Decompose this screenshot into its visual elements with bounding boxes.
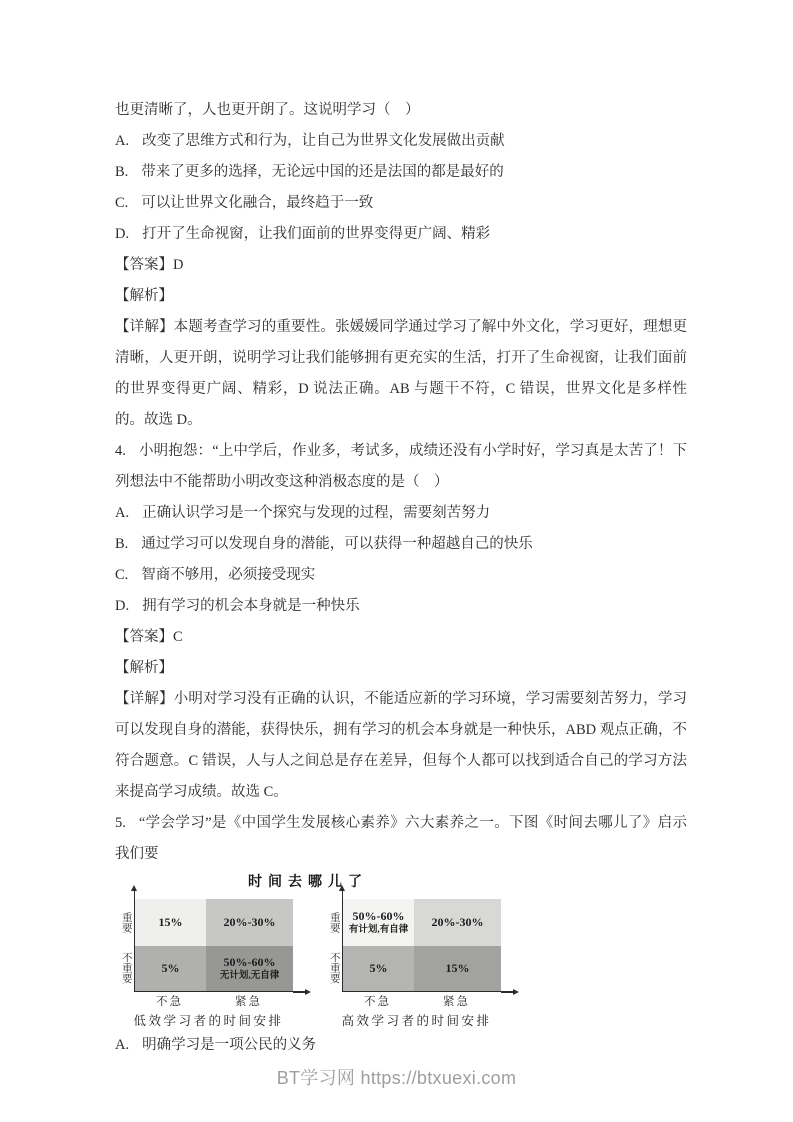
question-3-stem: 也更清晰了，人也更开朗了。这说明学习（ ）	[115, 102, 420, 118]
x-axis-label-not-urgent: 不急	[156, 996, 184, 1008]
y-axis-label-unimportant: 不重要	[328, 952, 340, 984]
figure-title: 时间去哪儿了	[248, 875, 368, 890]
option-label: D.	[115, 226, 130, 242]
question-4-option-c	[115, 560, 687, 591]
option-label: A.	[115, 1037, 130, 1053]
quadrant-plot	[134, 899, 293, 992]
site-watermark: BT学习网 https://btxuexi.com	[276, 1068, 517, 1088]
quadrant-cell-top-left	[135, 899, 206, 946]
quadrant-plot	[342, 899, 501, 992]
x-axis-labels	[134, 994, 292, 1010]
option-label: B.	[115, 164, 129, 180]
x-axis-arrow-icon	[305, 989, 311, 995]
quadrant-value: 15%	[158, 914, 183, 929]
question-stem-text: 小明抱怨：“上中学后，作业多，考试多，成绩还没有小学时好，学习真是太苦了！下列想法中不能帮助小明改变这种消极态度的是（ ）	[115, 443, 687, 490]
quadrant-value: 5%	[161, 960, 180, 975]
x-axis-arrow-icon	[513, 989, 519, 995]
x-axis-line	[293, 991, 305, 993]
document-body	[115, 95, 687, 1061]
question-number: 5.	[115, 815, 126, 831]
option-text: 正确认识学习是一个探究与发现的过程，需要刻苦努力	[142, 505, 491, 521]
y-axis-arrow-icon	[131, 885, 137, 891]
question-number: 4.	[115, 443, 126, 459]
question-stem-text: “学会学习”是《中国学生发展核心素养》六大素养之一。下图《时间去哪儿了》启示我们要	[115, 815, 687, 862]
question-3-answer: 【答案】D	[115, 257, 184, 273]
option-label: A.	[115, 133, 130, 149]
question-4-answer: 【答案】C	[115, 629, 183, 645]
question-4-analysis-heading: 【解析】	[115, 660, 173, 676]
question-4-stem	[115, 436, 687, 498]
question-3-option-c	[115, 188, 687, 219]
y-axis-labels	[325, 899, 342, 991]
quadrant-value: 20%-30%	[431, 914, 484, 929]
y-axis-label-unimportant: 不重要	[120, 952, 132, 984]
quadrant-note: 有计划,有自律	[348, 925, 409, 936]
y-axis-line	[134, 891, 136, 899]
option-text: 打开了生命视窗，让我们面前的世界变得更广阔、精彩	[142, 226, 491, 242]
quadrant-cell-top-left	[343, 899, 414, 946]
quadrant-value: 5%	[369, 960, 388, 975]
option-label: A.	[115, 505, 130, 521]
y-axis-arrow-icon	[339, 885, 345, 891]
chart-high-efficiency	[325, 899, 503, 1030]
option-text: 明确学习是一项公民的义务	[142, 1037, 317, 1053]
option-label: C.	[115, 567, 129, 583]
question-3-detail: 【详解】本题考查学习的重要性。张媛媛同学通过学习了解中外文化，学习更好，理想更清晰，人更开朗，说明学习让我们能够拥有更充实的生活，打开了生命视窗，让我们面前的世界变得更广阔、精彩，D 说法正确。AB 与题干不符，C 错误，世界文化是多样性的。故选 D。	[115, 319, 687, 428]
quadrant-cell-bottom-left	[343, 946, 414, 991]
question-5-stem	[115, 808, 687, 870]
option-text: 带来了更多的选择，无论远中国的还是法国的都是最好的	[141, 164, 504, 180]
x-axis-line	[501, 991, 513, 993]
y-axis-label-important: 重要	[120, 911, 132, 933]
option-text: 改变了思维方式和行为，让自己为世界文化发展做出贡献	[142, 133, 505, 149]
chart-caption: 高效学习者的时间安排	[341, 1014, 492, 1028]
x-axis-label-urgent: 紧急	[443, 996, 471, 1008]
x-axis-label-urgent: 紧急	[235, 996, 263, 1008]
option-text: 拥有学习的机会本身就是一种快乐	[142, 598, 360, 614]
time-allocation-figure	[115, 873, 687, 1030]
quadrant-cell-top-right	[206, 899, 293, 946]
x-axis-label-not-urgent: 不急	[364, 996, 392, 1008]
question-4-detail: 【详解】小明对学习没有正确的认识，不能适应新的学习环境，学习需要刻苦努力，学习可以发现自身的潜能，获得快乐，拥有学习的机会本身就是一种快乐，ABD 观点正确，不符合题意。C 错误，人与人之间总是存在差异，但每个人都可以找到适合自己的学习方法来提高学习成绩。故选 C。	[115, 691, 687, 800]
quadrant-value: 15%	[445, 960, 470, 975]
quadrant-value: 50%-60%	[352, 908, 405, 923]
quadrant-cell-top-right	[414, 899, 501, 946]
x-axis-labels	[342, 994, 500, 1010]
chart-caption: 低效学习者的时间安排	[133, 1014, 284, 1028]
question-4-option-d	[115, 591, 687, 622]
quadrant-value: 20%-30%	[223, 914, 276, 929]
option-text: 通过学习可以发现自身的潜能，可以获得一种超越自己的快乐	[141, 536, 533, 552]
question-3-analysis-heading: 【解析】	[115, 288, 173, 304]
quadrant-charts	[117, 899, 687, 1030]
option-text: 智商不够用，必须接受现实	[141, 567, 316, 583]
question-4-option-b	[115, 529, 687, 560]
quadrant-note: 无计划,无自律	[219, 971, 280, 982]
question-3-option-b	[115, 157, 687, 188]
quadrant-cell-bottom-right	[414, 946, 501, 991]
quadrant-cell-bottom-right	[206, 946, 293, 991]
option-label: B.	[115, 536, 129, 552]
y-axis-label-important: 重要	[328, 911, 340, 933]
option-label: C.	[115, 195, 129, 211]
question-5-option-a	[115, 1030, 687, 1061]
question-3-option-d	[115, 219, 687, 250]
y-axis-labels	[117, 899, 134, 991]
y-axis-line	[342, 891, 344, 899]
option-label: D.	[115, 598, 130, 614]
question-4-option-a	[115, 498, 687, 529]
quadrant-cell-bottom-left	[135, 946, 206, 991]
chart-low-efficiency	[117, 899, 295, 1030]
question-3-option-a	[115, 126, 687, 157]
quadrant-value: 50%-60%	[223, 954, 276, 969]
option-text: 可以让世界文化融合，最终趋于一致	[141, 195, 374, 211]
